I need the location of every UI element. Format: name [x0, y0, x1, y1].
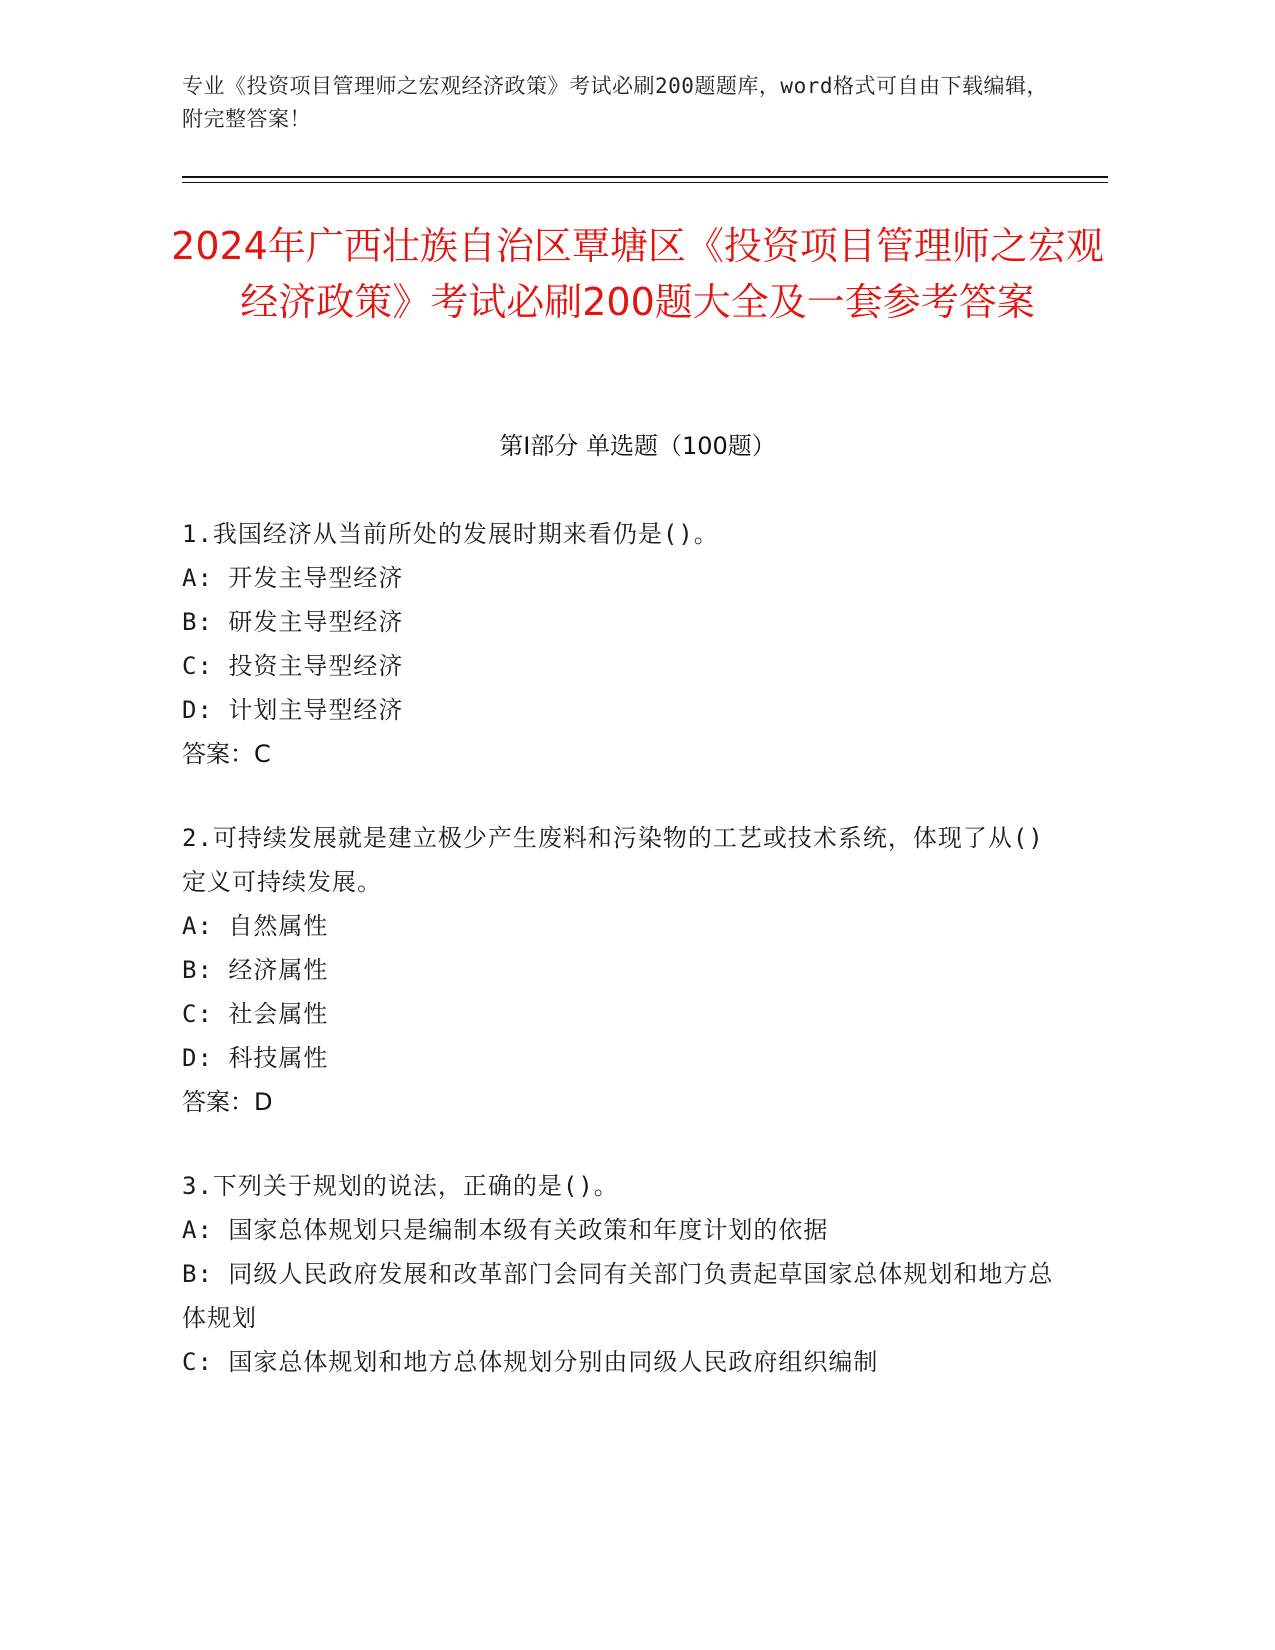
question-stem: 1.我国经济从当前所处的发展时期来看仍是()。 [182, 520, 719, 548]
question-item [182, 816, 1062, 1124]
option-c: C: 社会属性 [182, 1000, 329, 1028]
option-b: B: 研发主导型经济 [182, 608, 404, 636]
answer-line: 答案：C [182, 740, 271, 768]
option-c: C: 国家总体规划和地方总体规划分别由同级人民政府组织编制 [182, 1348, 879, 1376]
question-item [182, 512, 1062, 776]
question-list [182, 512, 1062, 1424]
option-b: B: 同级人民政府发展和改革部门会同有关部门负责起草国家总体规划和地方总体规划 [182, 1260, 1054, 1332]
option-d: D: 计划主导型经济 [182, 696, 404, 724]
option-c: C: 投资主导型经济 [182, 652, 404, 680]
option-a: A: 自然属性 [182, 912, 329, 940]
question-stem: 2.可持续发展就是建立极少产生废料和污染物的工艺或技术系统，体现了从()定义可持续发展。 [182, 824, 1044, 896]
answer-line: 答案：D [182, 1088, 273, 1116]
option-d: D: 科技属性 [182, 1044, 329, 1072]
question-item [182, 1164, 1062, 1384]
section-title: 第Ⅰ部分 单选题（100题） [499, 432, 776, 460]
document-title: 2024年广西壮族自治区覃塘区《投资项目管理师之宏观经济政策》考试必刷200题大全及一套参考答案 [171, 224, 1104, 324]
header-note: 专业《投资项目管理师之宏观经济政策》考试必刷200题题库，word格式可自由下载编辑，附完整答案！ [182, 74, 1048, 131]
option-a: A: 国家总体规划只是编制本级有关政策和年度计划的依据 [182, 1216, 829, 1244]
question-stem: 3.下列关于规划的说法，正确的是()。 [182, 1172, 619, 1200]
header-divider-thick [182, 176, 1108, 178]
option-a: A: 开发主导型经济 [182, 564, 404, 592]
option-b: B: 经济属性 [182, 956, 329, 984]
header-divider-thin [182, 182, 1108, 183]
